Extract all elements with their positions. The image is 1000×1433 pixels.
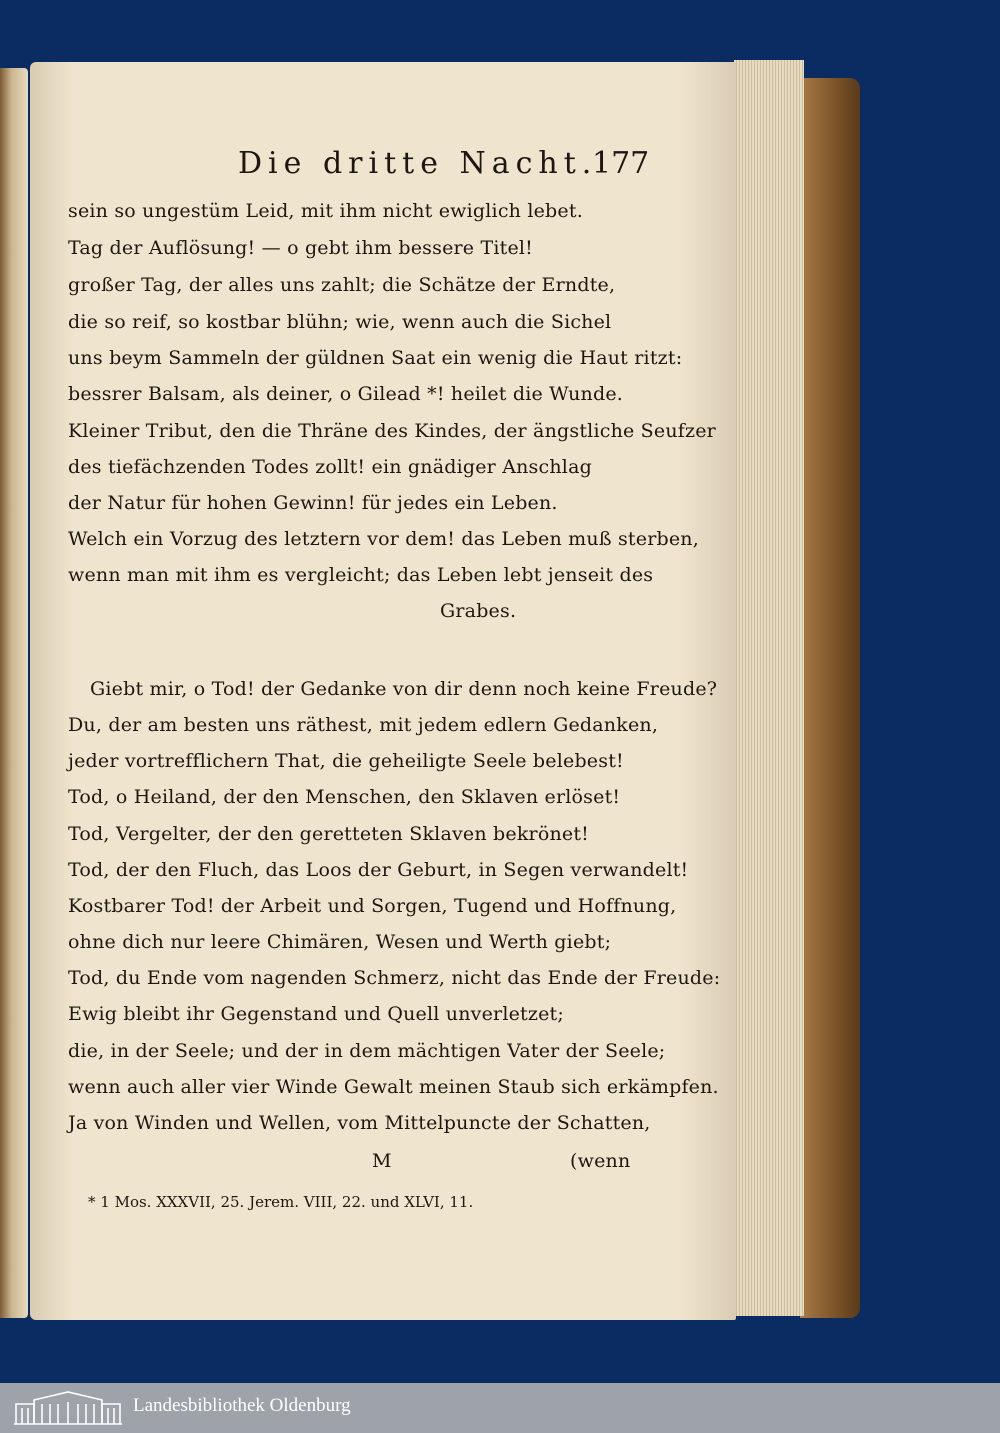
verse-line: Ewig bleibt ihr Gegenstand und Quell unverletzet; bbox=[68, 1003, 564, 1025]
library-name: Landesbibliothek Oldenburg bbox=[133, 1395, 351, 1416]
verse-line: wenn auch aller vier Winde Gewalt meinen Staub sich erkämpfen. bbox=[68, 1076, 719, 1098]
catchword: (wenn bbox=[570, 1150, 631, 1172]
page-header bbox=[30, 146, 736, 190]
page-block-edges bbox=[734, 60, 804, 1316]
verse-line: die so reif, so kostbar blühn; wie, wenn auch die Sichel bbox=[68, 311, 612, 333]
verse-line: Giebt mir, o Tod! der Gedanke von dir denn noch keine Freude? bbox=[90, 678, 718, 700]
verse-line: Tod, der den Fluch, das Loos der Geburt, in Segen verwandelt! bbox=[68, 859, 689, 881]
running-title: Die dritte Nacht. bbox=[238, 146, 598, 181]
library-banner bbox=[0, 1383, 1000, 1433]
verse-line: großer Tag, der alles uns zahlt; die Schätze der Erndte, bbox=[68, 274, 616, 296]
footnote: * 1 Mos. XXXVII, 25. Jerem. VIII, 22. und XLVI, 11. bbox=[88, 1193, 474, 1211]
verse-line: Tod, du Ende vom nagenden Schmerz, nicht das Ende der Freude: bbox=[68, 967, 721, 989]
verse-line: Kleiner Tribut, den die Thräne des Kindes, der ängstliche Seufzer bbox=[68, 420, 716, 442]
verse-line: Ja von Winden und Wellen, vom Mittelpuncte der Schatten, bbox=[68, 1112, 651, 1134]
facing-page-edge bbox=[0, 68, 28, 1318]
library-building-icon bbox=[14, 1390, 122, 1426]
verse-line: jeder vortrefflichern That, die geheiligte Seele belebest! bbox=[68, 750, 624, 772]
verse-line: Kostbarer Tod! der Arbeit und Sorgen, Tugend und Hoffnung, bbox=[68, 895, 677, 917]
signature-mark: M bbox=[372, 1150, 392, 1172]
verse-line: der Natur für hohen Gewinn! für jedes ein Leben. bbox=[68, 492, 558, 514]
verse-line: bessrer Balsam, als deiner, o Gilead *! heilet die Wunde. bbox=[68, 383, 624, 405]
book-spine bbox=[800, 78, 860, 1318]
verse-line: wenn man mit ihm es vergleicht; das Leben lebt jenseit des bbox=[68, 564, 654, 586]
verse-line: Tod, o Heiland, der den Menschen, den Sklaven erlöset! bbox=[68, 786, 621, 808]
verse-line: des tiefächzenden Todes zollt! ein gnädiger Anschlag bbox=[68, 456, 592, 478]
verse-line: Tod, Vergelter, der den geretteten Sklaven bekrönet! bbox=[68, 823, 590, 845]
page-number: 177 bbox=[592, 146, 650, 181]
verse-line: Du, der am besten uns räthest, mit jedem edlern Gedanken, bbox=[68, 714, 659, 736]
verse-line: Welch ein Vorzug des letztern vor dem! das Leben muß sterben, bbox=[68, 528, 699, 550]
verse-line: sein so ungestüm Leid, mit ihm nicht ewiglich lebet. bbox=[68, 200, 583, 222]
verse-line: Tag der Auflösung! — o gebt ihm bessere Titel! bbox=[68, 237, 534, 259]
verse-line: ohne dich nur leere Chimären, Wesen und Werth giebt; bbox=[68, 931, 612, 953]
verse-line: die, in der Seele; und der in dem mächtigen Vater der Seele; bbox=[68, 1040, 666, 1062]
verse-line: Grabes. bbox=[440, 600, 517, 622]
verse-line: uns beym Sammeln der güldnen Saat ein wenig die Haut ritzt: bbox=[68, 347, 683, 369]
